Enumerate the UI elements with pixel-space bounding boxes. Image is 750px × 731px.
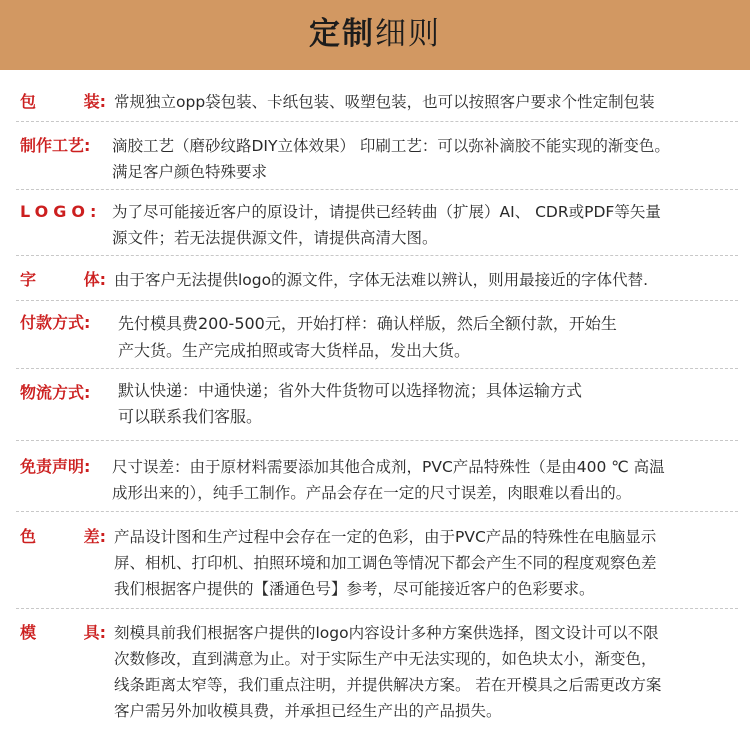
rule-label: LOGO: — [20, 202, 102, 221]
rule-text: 产品设计图和生产过程中会存在一定的色彩，由于PVC产品的特殊性在电脑显示 屏、相机、打印机、拍照环境和加工调色等情况下都会产生不同的程度观察色差 我们根据客户提供的【潘通色号】参考，尽可能接近客户的色彩要求。 — [114, 528, 657, 598]
rule-label — [20, 267, 106, 293]
divider — [16, 255, 738, 256]
rule-label — [20, 524, 106, 550]
rule-label-part: 具: — [83, 623, 106, 642]
divider — [16, 121, 738, 122]
divider — [16, 511, 738, 512]
rule-label: 物流方式: — [20, 383, 91, 402]
rule-label: 付款方式: — [20, 313, 91, 332]
rule-label: 制作工艺: — [20, 136, 91, 155]
title-rest: 细则 — [375, 16, 441, 52]
divider — [16, 189, 738, 190]
rule-text: 尺寸误差：由于原材料需要添加其他合成剂，PVC产品特殊性（是由400 ℃ 高温 成形出来的），纯手工制作。产品会存在一定的尺寸误差，肉眼难以看出的。 — [112, 458, 665, 502]
rule-label-part: 色 — [20, 527, 37, 546]
rule-text: 默认快递：中通快递；省外大件货物可以选择物流；具体运输方式 可以联系我们客服。 — [118, 381, 583, 426]
title-banner — [0, 0, 750, 70]
rule-label: 免责声明: — [20, 457, 91, 476]
page-title — [0, 12, 750, 56]
divider — [16, 300, 738, 301]
rule-label — [20, 89, 106, 115]
rule-label-part: 差: — [83, 527, 106, 546]
rule-label-part: 模 — [20, 623, 37, 642]
divider — [16, 440, 738, 441]
rule-label-part: 包 — [20, 92, 37, 111]
divider — [16, 608, 738, 609]
rule-label-part: 体: — [83, 270, 106, 289]
rule-text: 由于客户无法提供logo的源文件，字体无法难以辨认，则用最接近的字体代替. — [114, 271, 649, 289]
rule-text: 为了尽可能接近客户的原设计，请提供已经转曲（扩展）AI、 CDR或PDF等矢量 源文件；若无法提供源文件，请提供高清大图。 — [112, 203, 661, 247]
rule-label — [20, 620, 106, 646]
divider — [16, 368, 738, 369]
rule-text: 先付模具费200-500元，开始打样：确认样版，然后全额付款，开始生 产大货。生产完成拍照或寄大货样品，发出大货。 — [118, 314, 617, 360]
rule-text: 滴胶工艺（磨砂纹路DIY立体效果） 印刷工艺：可以弥补滴胶不能实现的渐变色。 满足客户颜色特殊要求 — [112, 137, 670, 181]
title-strong: 定制 — [309, 16, 375, 52]
rule-text: 常规独立opp袋包装、卡纸包装、吸塑包装，也可以按照客户要求个性定制包装 — [114, 93, 655, 111]
rule-label-part: 装: — [83, 92, 106, 111]
rule-text: 刻模具前我们根据客户提供的logo内容设计多种方案供选择，图文设计可以不限 次数修改，直到满意为止。对于实际生产中无法实现的，如色块太小，渐变色， 线条距离太窄等，我们重点注明，并提供解决方案。 若在开模具之后需更改方案 客户需另外加收模具费，并承担已经生产出的产品损失。 — [114, 624, 662, 720]
rule-label-part: 字 — [20, 270, 37, 289]
